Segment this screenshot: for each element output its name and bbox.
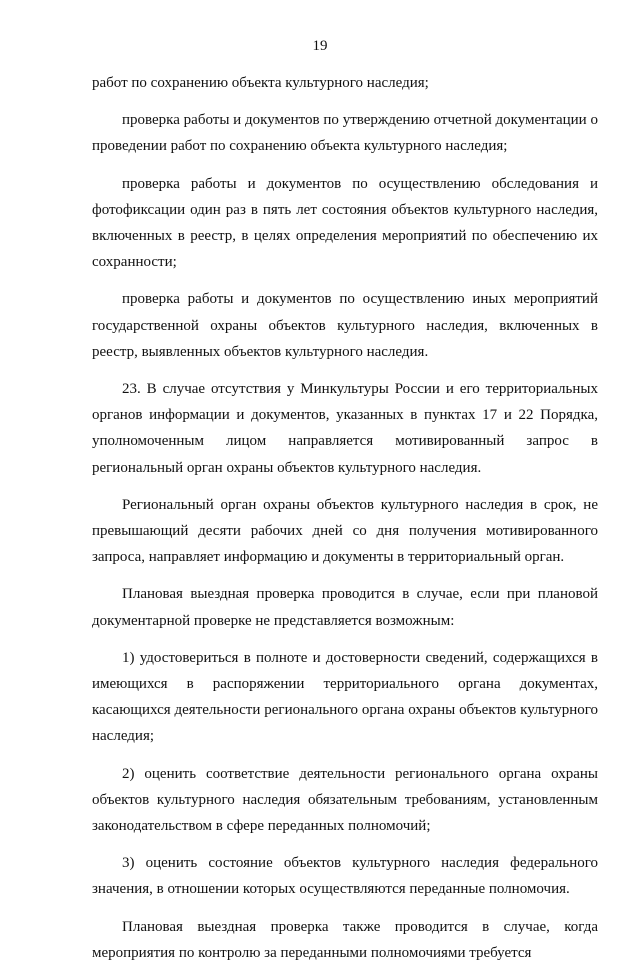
page-number: 19: [312, 38, 328, 54]
paragraph-4: проверка работы и документов по осуществлению иных мероприятий государственной охраны объектов культурного наследия, включенных в реестр, выявленных объектов культурного наследия.: [92, 291, 598, 360]
paragraph-1: работ по сохранению объекта культурного наследия;: [92, 75, 429, 91]
paragraph-10: 3) оценить состояние объектов культурного наследия федерального значения, в отношении которых осуществляются переданные полномочия.: [92, 855, 598, 898]
document-body: [92, 70, 598, 966]
paragraph-6: Региональный орган охраны объектов культурного наследия в срок, не превышающий десяти рабочих дней со дня получения мотивированного запроса, направляет информацию и документы в территориальный орган.: [92, 496, 598, 566]
paragraph-5: 23. В случае отсутствия у Минкультуры России и его территориальных органов информации и документов, указанных в пунктах 17 и 22 Порядка, уполномоченным лицом направляется мотивированный запрос в региональный орган охраны объектов культурного наследия.: [92, 381, 598, 476]
paragraph-8: 1) удостовериться в полноте и достоверности сведений, содержащихся в имеющихся в распоряжении территориального органа документах, касающихся деятельности регионального органа охраны объектов культурного наследия;: [92, 649, 598, 745]
paragraph-9: 2) оценить соответствие деятельности регионального органа охраны объектов культурного наследия обязательным требованиям, установленным законодательством в сфере переданных полномочий;: [92, 765, 598, 835]
paragraph-3: проверка работы и документов по осуществлению обследования и фотофиксации один раз в пять лет состояния объектов культурного наследия, включенных в реестр, в целях определения мероприятий по обеспечению их сохранности;: [92, 175, 598, 271]
paragraph-2: проверка работы и документов по утверждению отчетной документации о проведении работ по сохранению объекта культурного наследия;: [92, 112, 598, 155]
paragraph-7: Плановая выездная проверка проводится в случае, если при плановой документарной проверке не представляется возможным:: [92, 586, 598, 629]
paragraph-11: Плановая выездная проверка также проводится в случае, когда мероприятия по контролю за переданными полномочиями требуется: [92, 918, 598, 961]
